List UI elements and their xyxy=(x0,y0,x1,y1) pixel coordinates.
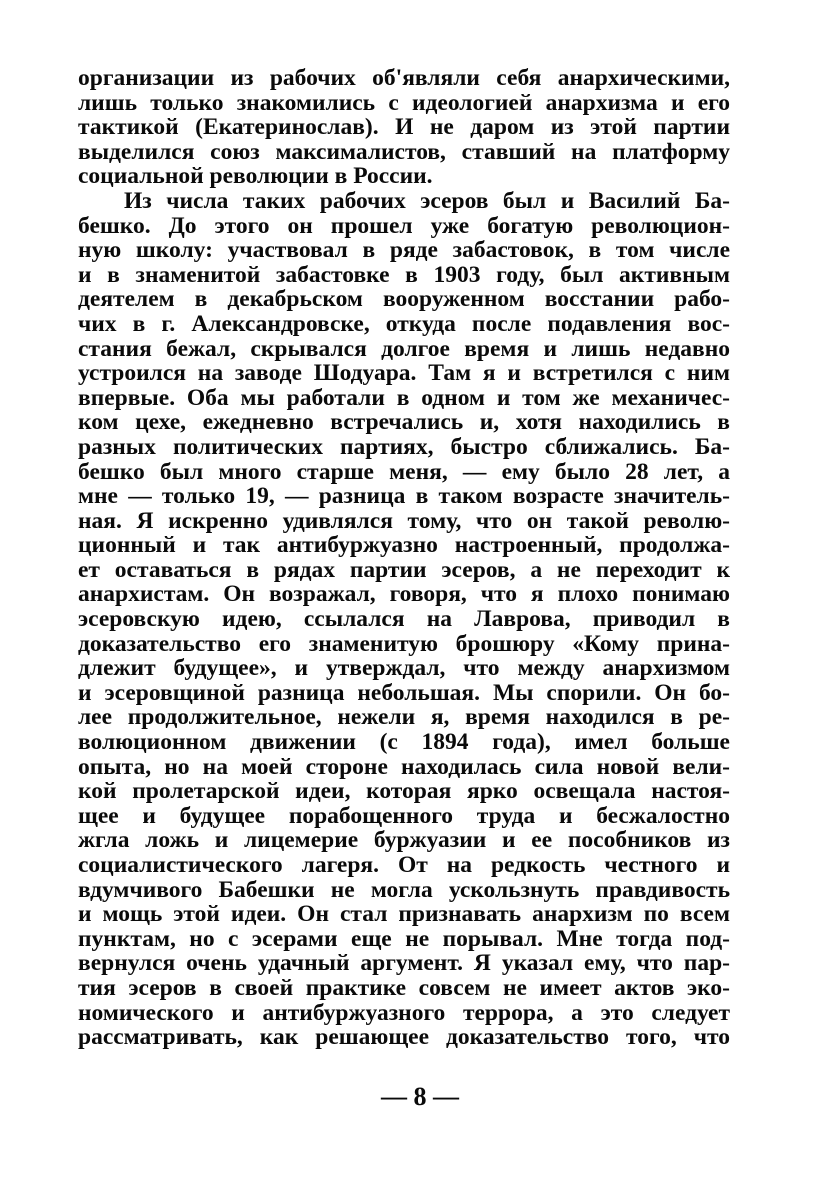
text-line-10: деятелем в декабрьском вооруженном восстании рабо- xyxy=(78,286,730,313)
text-line-19: ная. Я искренно удивлялся тому, что он такой револю- xyxy=(78,507,730,534)
text-line-3: тактикой (Екатеринослав). И не даром из этой партии xyxy=(78,114,730,141)
text-line-36: пунктам, но с эсерами еще не порывал. Мне тогда под- xyxy=(78,925,730,952)
text-line-40: рассматривать, как решающее доказательство того, что xyxy=(78,1024,730,1051)
page-number: — 8 — xyxy=(381,1082,459,1111)
text-line-22: анархистам. Он возражал, говоря, что я плохо понимаю xyxy=(78,581,730,608)
text-line-39: номического и антибуржуазного террора, а это следует xyxy=(78,999,730,1026)
text-line-14: впервые. Оба мы работали в одном и том же механичес- xyxy=(78,384,730,411)
text-line-30: кой пролетарской идеи, которая ярко освещала настоя- xyxy=(78,778,730,805)
text-line-13: устроился на заводе Шодуара. Там я и встретился с ним xyxy=(78,360,730,387)
text-line-7: бешко. До этого он прошел уже богатую революцион- xyxy=(78,212,730,239)
text-line-15: ком цехе, ежедневно встречались и, хотя находились в xyxy=(78,409,730,436)
text-line-37: вернулся очень удачный аргумент. Я указал ему, что пар- xyxy=(78,950,730,977)
text-line-33: социалистического лагеря. От на редкость честного и xyxy=(78,852,730,878)
text-line-4: выделился союз максималистов, ставший на платформу xyxy=(78,138,730,165)
text-line-5: социальной революции в России. xyxy=(78,163,433,190)
text-line-38: тия эсеров в своей практике совсем не имеет актов эко- xyxy=(78,974,730,1001)
text-line-9: и в знаменитой забастовке в 1903 году, был активным xyxy=(78,261,730,288)
text-line-18: мне — только 19, — разница в таком возрасте значитель- xyxy=(78,483,730,510)
text-line-25: длежит будущее», и утверждал, что между анархизмом xyxy=(78,655,730,682)
text-line-8: ную школу: участвовал в ряде забастовок, в том числе xyxy=(78,237,730,264)
text-line-27: лее продолжительное, нежели я, время находился в ре- xyxy=(78,704,730,731)
text-line-35: и мощь этой идеи. Он стал признавать анархизм по всем xyxy=(78,901,730,928)
text-line-28: волюционном движении (с 1894 года), имел больше xyxy=(78,729,730,756)
text-line-32: жгла ложь и лицемерие буржуазии и ее пособников из xyxy=(78,827,730,854)
text-line-26: и эсеровщиной разница небольшая. Мы спорили. Он бо- xyxy=(78,679,730,706)
text-line-21: ет оставаться в рядах партии эсеров, а не переходит к xyxy=(78,556,730,583)
text-line-1: организации из рабочих об'являли себя анархическими, xyxy=(78,65,730,91)
text-line-2: лишь только знакомились с идеологией анархизма и его xyxy=(78,89,730,116)
page-body xyxy=(78,66,730,1050)
text-line-6: Из числа таких рабочих эсеров был и Василий Ба- xyxy=(124,187,730,214)
text-line-24: доказательство его знаменитую брошюру «Кому прина- xyxy=(78,630,730,657)
text-line-16: разных политических партиях, быстро сближались. Ба- xyxy=(78,433,730,460)
text-line-29: опыта, но на моей стороне находилась сила новой вели- xyxy=(78,753,730,780)
text-line-11: чих в г. Александровске, откуда после подавления вос- xyxy=(78,310,730,337)
text-line-17: бешко был много старше меня, — ему было 28 лет, а xyxy=(78,458,730,485)
text-line-34: вдумчивого Бабешки не могла ускользнуть правдивость xyxy=(78,876,730,903)
text-line-20: ционный и так антибуржуазно настроенный, продолжа- xyxy=(78,532,730,559)
text-line-23: эсеровскую идею, ссылался на Лаврова, приводил в xyxy=(78,606,730,633)
text-line-31: щее и будущее порабощенного труда и бесжалостно xyxy=(78,802,730,829)
text-line-12: стания бежал, скрывался долгое время и лишь недавно xyxy=(78,335,730,362)
